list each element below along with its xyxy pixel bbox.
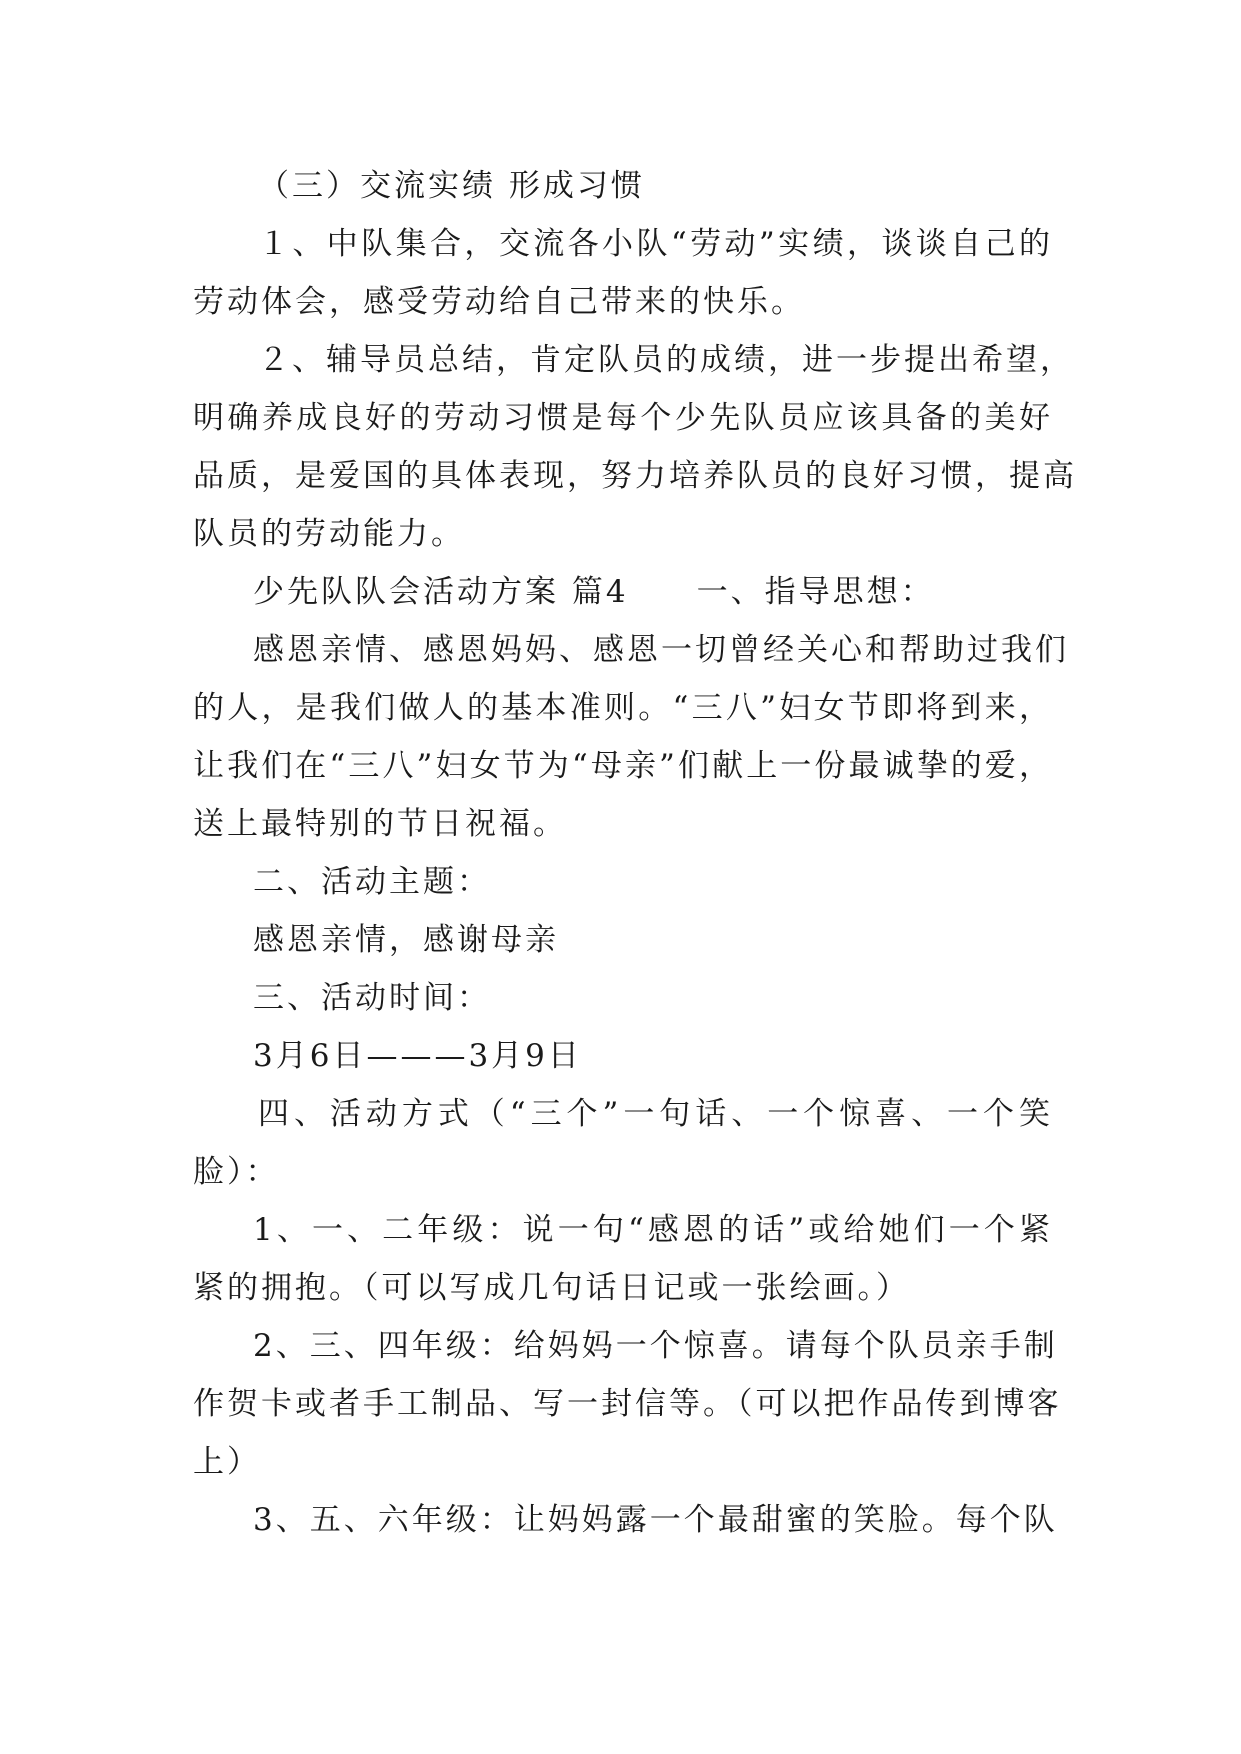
section-heading: 少先队队会活动方案 篇4 一、指导思想： <box>253 574 935 610</box>
list-item: 1、一、二年级：说一句“感恩的话”或给她们一个紧 <box>253 1212 1053 1248</box>
paragraph-line: 感恩亲情，感谢母亲 <box>253 922 559 958</box>
paragraph-line: １、中队集合，交流各小队“劳动”实绩，谈谈自己的 <box>258 226 1053 262</box>
paragraph-line: 作贺卡或者手工制品、写一封信等。（可以把作品传到博客 <box>193 1386 1062 1422</box>
paragraph-line: 3月6日———3月9日 <box>253 1038 582 1074</box>
paragraph-line: 的人，是我们做人的基本准则。“三八”妇女节即将到来， <box>193 690 1053 726</box>
paragraph-line: 让我们在“三八”妇女节为“母亲”们献上一份最诚挚的爱， <box>193 748 1053 784</box>
paragraph-line: 紧的拥抱。（可以写成几句话日记或一张绘画。） <box>193 1270 910 1306</box>
section-heading: 二、活动主题： <box>253 864 491 900</box>
paragraph-line: 队员的劳动能力。 <box>193 516 465 552</box>
paragraph-line: 脸）： <box>193 1154 280 1190</box>
section-heading: 四、活动方式（“三个”一句话、一个惊喜、一个笑 <box>258 1096 1053 1132</box>
paragraph-line: 劳动体会，感受劳动给自己带来的快乐。 <box>193 284 805 320</box>
section-heading: （三）交流实绩 形成习惯 <box>258 168 645 204</box>
paragraph-line: 品质，是爱国的具体表现，努力培养队员的良好习惯，提高 <box>193 458 1077 494</box>
paragraph-line: ２、辅导员总结，肯定队员的成绩，进一步提出希望， <box>258 342 1074 378</box>
section-heading: 三、活动时间： <box>253 980 491 1016</box>
list-item: 3、五、六年级：让妈妈露一个最甜蜜的笑脸。每个队 <box>253 1502 1058 1538</box>
paragraph-line: 送上最特别的节日祝福。 <box>193 806 567 842</box>
paragraph-line: 明确养成良好的劳动习惯是每个少先队员应该具备的美好 <box>193 400 1053 436</box>
list-item: 2、三、四年级：给妈妈一个惊喜。请每个队员亲手制 <box>253 1328 1058 1364</box>
paragraph-line: 上） <box>193 1444 261 1480</box>
paragraph-line: 感恩亲情、感恩妈妈、感恩一切曾经关心和帮助过我们 <box>253 632 1069 668</box>
